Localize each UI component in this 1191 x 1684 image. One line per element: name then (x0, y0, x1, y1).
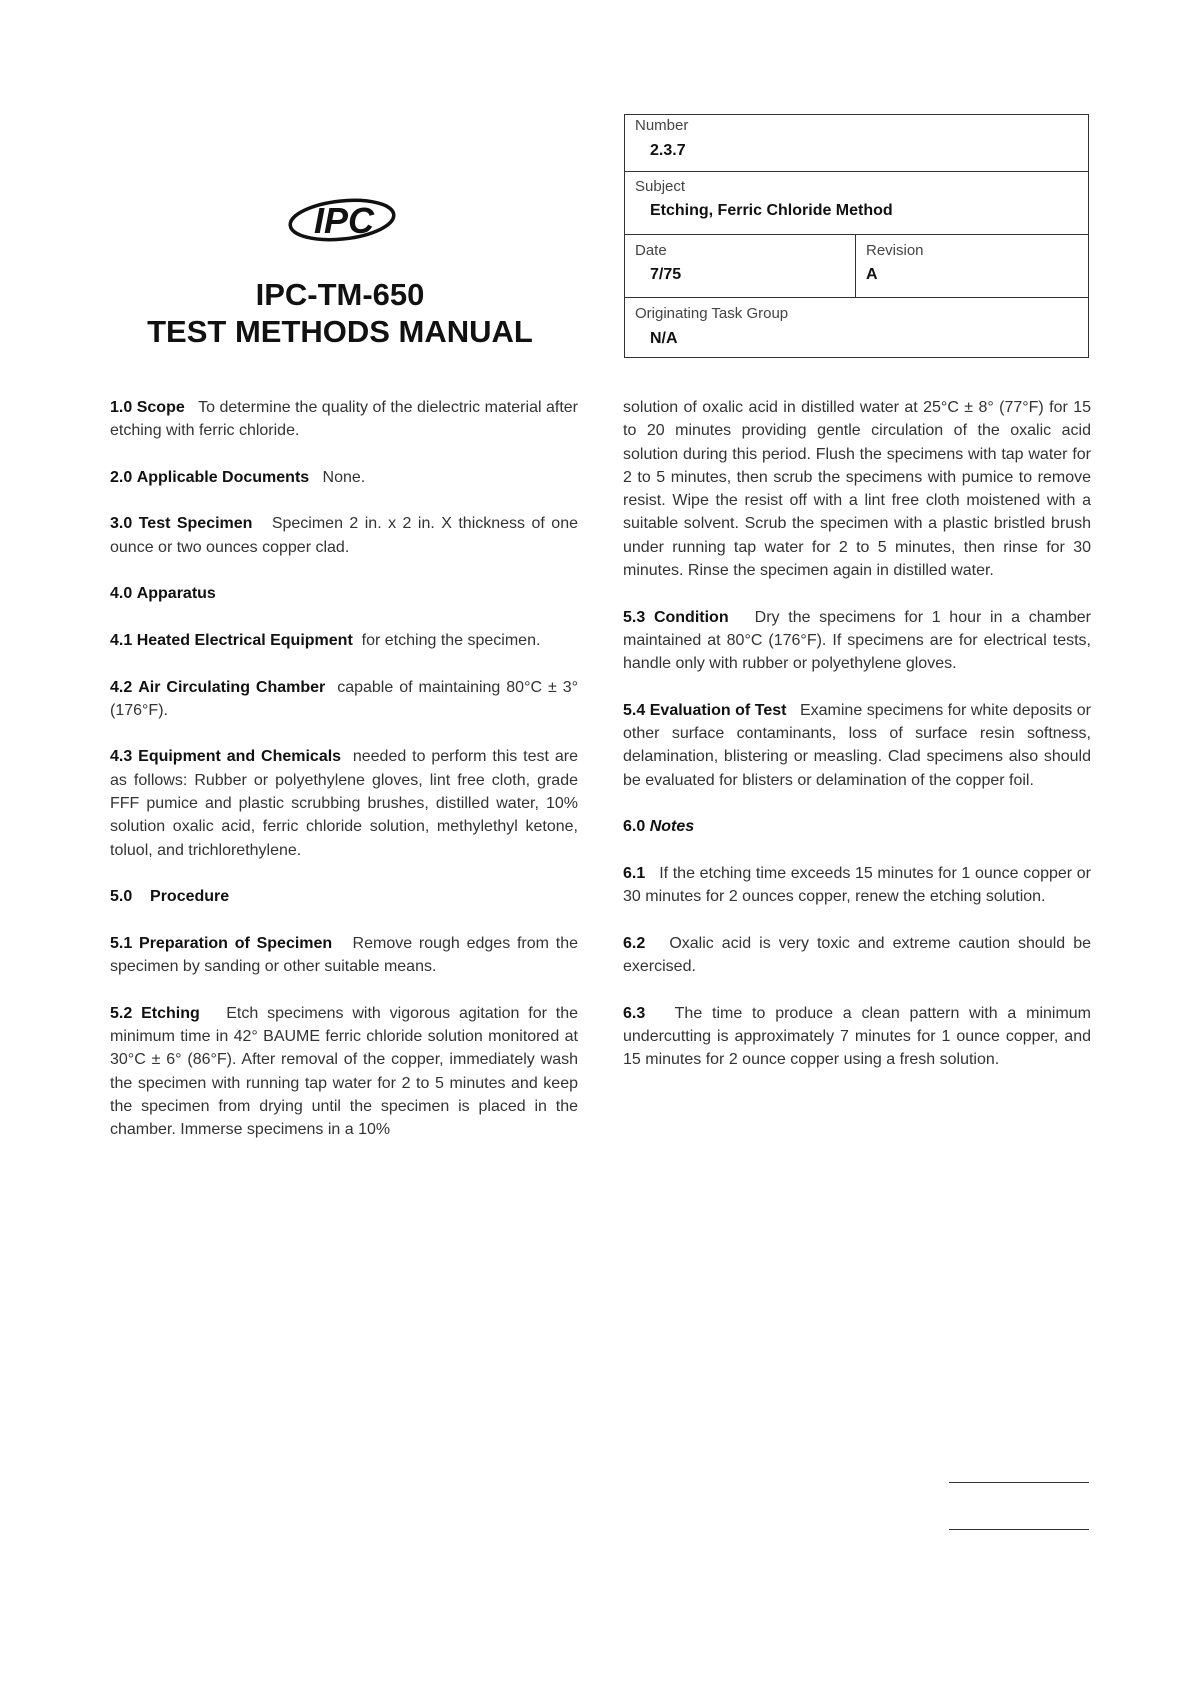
signature-line-2 (949, 1529, 1089, 1530)
section-number: 4.0 (110, 585, 133, 603)
number-row (625, 115, 1088, 172)
section-number: 4.3 (110, 748, 133, 766)
section-text: The time to produce a clean pattern with a minimum undercutting is approximately 7 minutes for 1 ounce copper, and 15 minutes for 2 ounce copper using a fresh solution. (623, 1004, 1092, 1069)
section-heading: Heated Electrical Equipment (136, 631, 353, 649)
right-column (623, 396, 1091, 1095)
section-number: 6.0 (623, 818, 646, 836)
subject-label: Subject (635, 178, 686, 195)
number-label: Number (635, 117, 689, 134)
section-heading: Condition (653, 608, 729, 626)
section-5-1 (110, 932, 578, 979)
section-text: To determine the quality of the dielectric material after etching with ferric chloride. (110, 399, 578, 440)
section-6-0 (623, 815, 1091, 838)
section-number: 4.1 (110, 631, 133, 649)
section-number: 6.2 (623, 934, 646, 952)
section-6-1 (623, 862, 1091, 909)
section-number: 5.2 (110, 1004, 133, 1022)
section-text: If the etching time exceeds 15 minutes for 1 ounce copper or 30 minutes for 2 ounces copper, renew the etching solution. (623, 864, 1092, 906)
section-4-1 (110, 629, 578, 652)
section-3-0 (110, 512, 578, 559)
date-value: 7/75 (650, 266, 682, 283)
task-group-label: Originating Task Group (635, 305, 789, 322)
section-number: 6.3 (623, 1004, 646, 1022)
section-number: 5.0 (110, 888, 133, 906)
section-6-2 (623, 932, 1091, 979)
section-text: capable of maintaining 80°C ± 3° (176°F). (110, 678, 579, 719)
section-1-0 (110, 396, 578, 443)
section-heading: Apparatus (136, 585, 216, 603)
section-6-3 (623, 1002, 1091, 1072)
section-number: 1.0 (110, 399, 133, 416)
section-number: 5.4 (623, 701, 646, 719)
revision-value: A (866, 266, 878, 283)
section-number: 5.1 (110, 934, 133, 952)
number-value: 2.3.7 (650, 142, 686, 159)
section-heading: Evaluation of Test (649, 701, 787, 719)
section-number: 5.3 (623, 608, 646, 626)
date-label: Date (635, 242, 667, 259)
section-5-4 (623, 699, 1091, 792)
section-text: needed to perform this test are as follows: Rubber or polyethylene gloves, lint free cloth, grade FFF pumice and plastic scrubbing brushes, distilled water, 10% solution oxalic acid, ferric chloride solution, methylethyl ketone, toluol, and trichlorethylene. (110, 748, 578, 859)
date-revision-row (625, 235, 1088, 298)
section-text: for etching the specimen. (361, 631, 541, 649)
section-4-0 (110, 582, 578, 605)
section-heading: Preparation of Specimen (139, 934, 333, 952)
section-5-0 (110, 885, 578, 908)
section-text: Etch specimens with vigorous agitation for the minimum time in 42° BAUME ferric chloride solution monitored at 30°C ± 6° (86°F). After removal of the copper, immediately wash the specimen with running tap water for 2 to 5 minutes and keep the specimen from drying until the specimen is placed in the chamber. Immerse specimens in a 10% (110, 1004, 579, 1139)
section-text: Oxalic acid is very toxic and extreme caution should be exercised. (623, 934, 1091, 976)
manual-title (120, 276, 560, 350)
signature-line-1 (949, 1482, 1089, 1483)
section-text: Dry the specimens for 1 hour in a chamber maintained at 80°C (176°F). If specimens are for electrical tests, handle only with rubber or polyethylene gloves. (623, 608, 1091, 673)
section-text: None. (322, 468, 366, 486)
ipc-logo (286, 198, 398, 242)
section-5-3 (623, 606, 1091, 676)
section-heading: Scope (136, 399, 185, 416)
section-number: 4.2 (110, 678, 133, 696)
section-5-2 (110, 1002, 578, 1142)
section-4-2 (110, 676, 578, 723)
revision-cell (856, 235, 1090, 297)
subject-value: Etching, Ferric Chloride Method (650, 202, 893, 219)
section-2-0 (110, 466, 578, 489)
left-column (110, 396, 578, 1165)
section-text: Examine specimens for white deposits or other surface contaminants, loss of surface resin softness, delamination, blistering or measling. Clad specimens also should be evaluated for blisters or delamination of the copper foil. (623, 701, 1092, 789)
manual-title-line1: IPC-TM-650 (255, 277, 425, 312)
subject-row (625, 172, 1088, 235)
section-heading: Applicable Documents (136, 468, 310, 486)
section-5-2-continued: solution of oxalic acid in distilled water at 25°C ± 8° (77°F) for 15 to 20 minutes providing gentle circulation of the oxalic acid solution during this period. Flush the specimens with tap water for 2 to 5 minutes, then scrub the specimens with pumice to remove resist. Wipe the resist off with a lint free cloth moistened with a suitable solvent. Scrub the specimen with a plastic bristled brush under running tap water for 2 to 5 minutes, then rinse for 30 minutes. Rinse the specimen again in distilled water. (623, 399, 1091, 580)
section-number: 6.1 (623, 864, 646, 882)
section-heading: Test Specimen (138, 515, 253, 533)
task-group-value: N/A (650, 330, 678, 347)
section-text: Remove rough edges from the specimen by sanding or other suitable means. (110, 934, 578, 976)
section-4-3 (110, 745, 578, 861)
section-heading: Etching (141, 1004, 200, 1022)
date-cell (625, 235, 856, 297)
section-heading: Notes (649, 818, 695, 836)
document-info-box (624, 114, 1089, 358)
section-heading: Air Circulating Chamber (138, 678, 326, 696)
section-text: Specimen 2 in. x 2 in. X thickness of one ounce or two ounces copper clad. (110, 515, 578, 556)
section-number: 2.0 (110, 468, 133, 486)
revision-label: Revision (866, 242, 924, 259)
task-group-row (625, 298, 1088, 359)
manual-title-line2: TEST METHODS MANUAL (147, 314, 533, 349)
section-heading: Procedure (150, 888, 230, 906)
section-heading: Equipment and Chemicals (138, 748, 342, 766)
section-number: 3.0 (110, 515, 133, 533)
logo-text: IPC (313, 200, 375, 241)
